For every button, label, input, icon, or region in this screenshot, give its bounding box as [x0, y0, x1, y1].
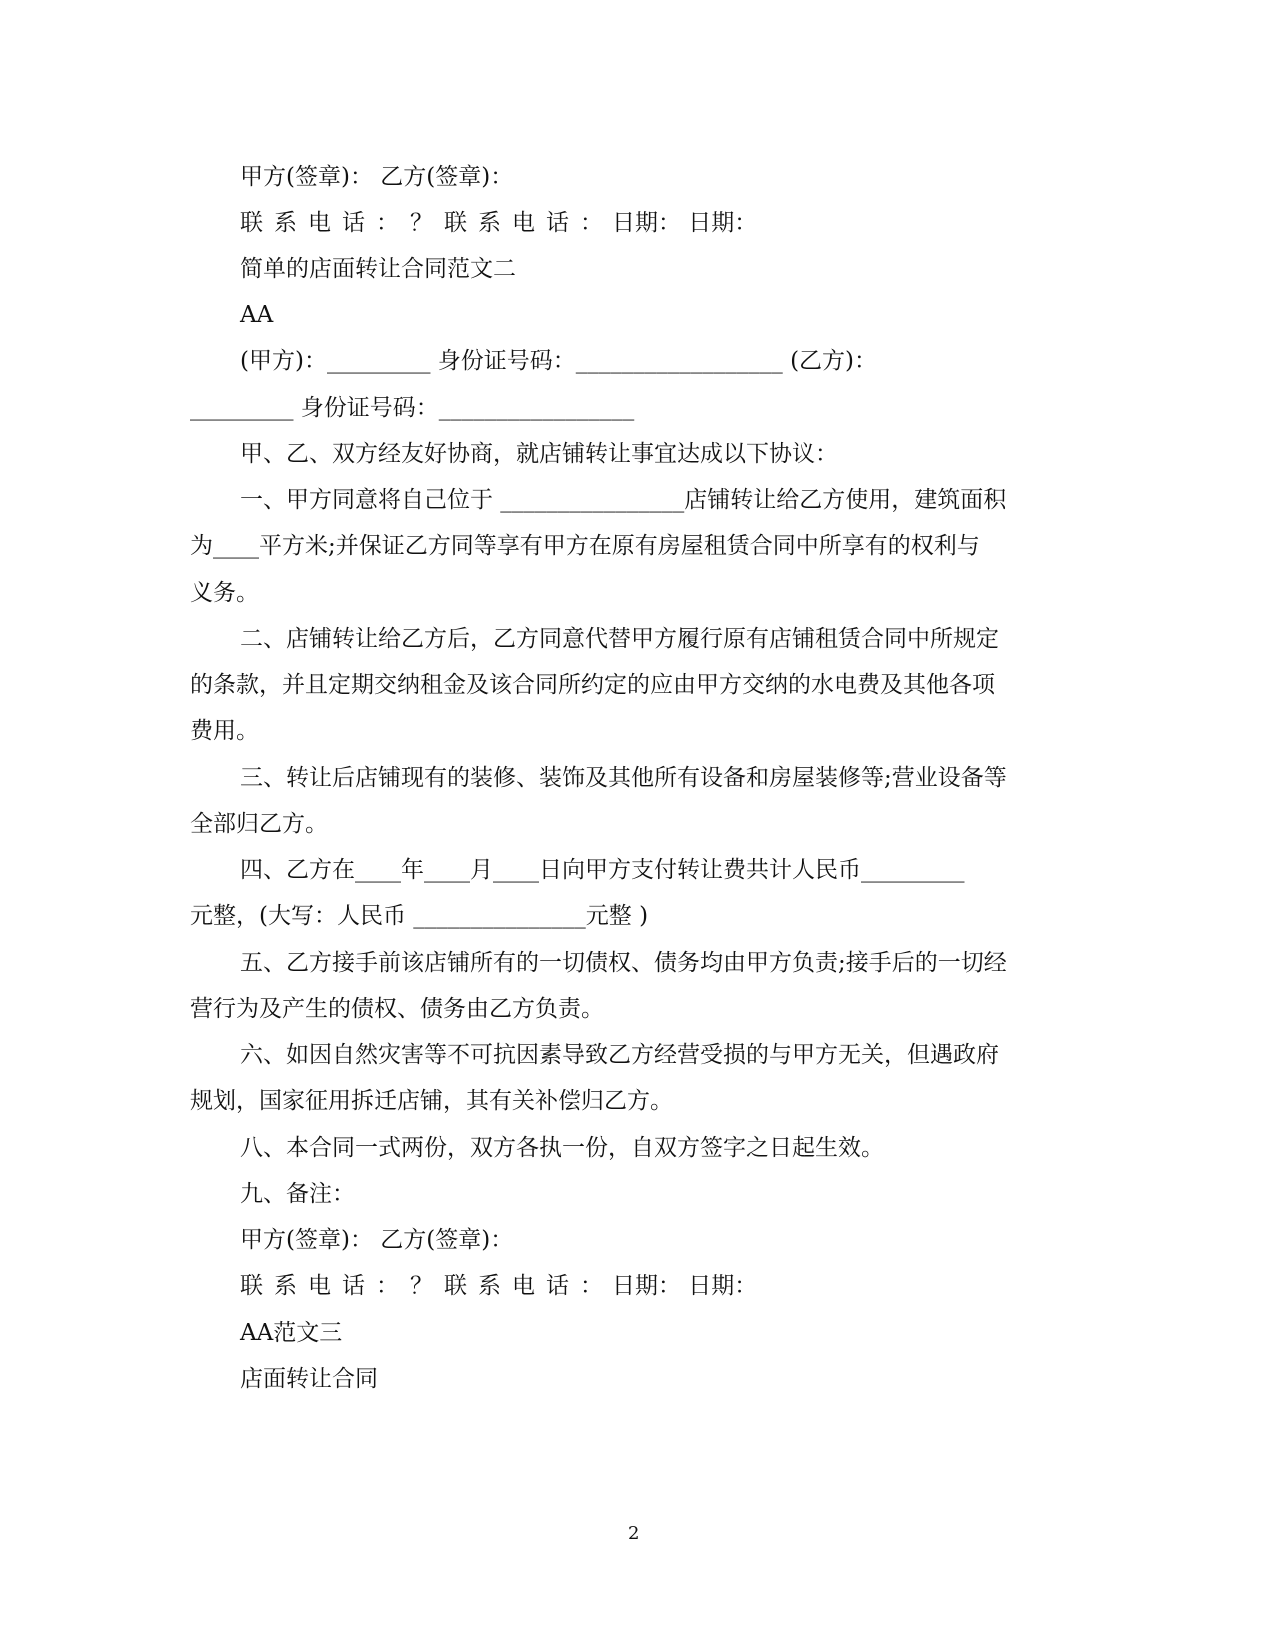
signature-line: 甲方(签章)： 乙方(签章)：: [240, 164, 514, 190]
page-number: 2: [628, 1523, 640, 1544]
clause-line: 全部归乙方。: [190, 811, 328, 837]
clause-line: 的条款，并且定期交纳租金及该合同所约定的应由甲方交纳的水电费及其他各项: [190, 672, 995, 698]
clause-line: 二、店铺转让给乙方后，乙方同意代替甲方履行原有店铺租赁合同中所规定: [240, 626, 999, 652]
clause-line: 义务。: [190, 580, 259, 606]
agreement-intro: 甲、乙、双方经友好协商，就店铺转让事宜达成以下协议：: [240, 441, 838, 467]
contract-title: 店面转让合同: [240, 1366, 378, 1392]
remarks-line: 九、备注：: [240, 1181, 355, 1207]
clause-line: 八、本合同一式两份，双方各执一份，自双方签字之日起生效。: [240, 1135, 884, 1161]
section-label: AA范文三: [240, 1320, 343, 1346]
party-info-line: (甲方)：_________ 身份证号码：__________________ (乙方)：: [240, 348, 878, 374]
clause-line: 费用。: [190, 718, 259, 744]
contact-phone-line: 联系电话：？联系电话：: [240, 210, 614, 236]
clause-line: 规划，国家征用拆迁店铺，其有关补偿归乙方。: [190, 1088, 673, 1114]
section-label: AA: [240, 302, 274, 328]
signature-line: 甲方(签章)： 乙方(签章)：: [240, 1227, 514, 1253]
clause-line: 营行为及产生的债权、债务由乙方负责。: [190, 996, 604, 1022]
clause-line: 为____平方米;并保证乙方同等享有甲方在原有房屋租赁合同中所享有的权利与: [190, 533, 980, 559]
clause-line: 三、转让后店铺现有的装修、装饰及其他所有设备和房屋装修等;营业设备等: [240, 765, 1007, 791]
clause-line: 五、乙方接手前该店铺所有的一切债权、债务均由甲方负责;接手后的一切经: [240, 950, 1007, 976]
clause-line: 一、甲方同意将自己位于 ________________店铺转让给乙方使用，建筑面积: [240, 487, 1007, 513]
date-line: 日期： 日期：: [612, 210, 758, 236]
section-title: 简单的店面转让合同范文二: [240, 256, 516, 282]
clause-line: 元整，(大写：人民币 _______________元整 ): [190, 903, 649, 929]
party-info-line: _________ 身份证号码：_________________: [190, 395, 635, 421]
date-line: 日期： 日期：: [612, 1273, 758, 1299]
clause-line: 六、如因自然灾害等不可抗因素导致乙方经营受损的与甲方无关，但遇政府: [240, 1042, 999, 1068]
contact-phone-line: 联系电话：？联系电话：: [240, 1273, 614, 1299]
clause-line: 四、乙方在____年____月____日向甲方支付转让费共计人民币_________: [240, 857, 965, 883]
